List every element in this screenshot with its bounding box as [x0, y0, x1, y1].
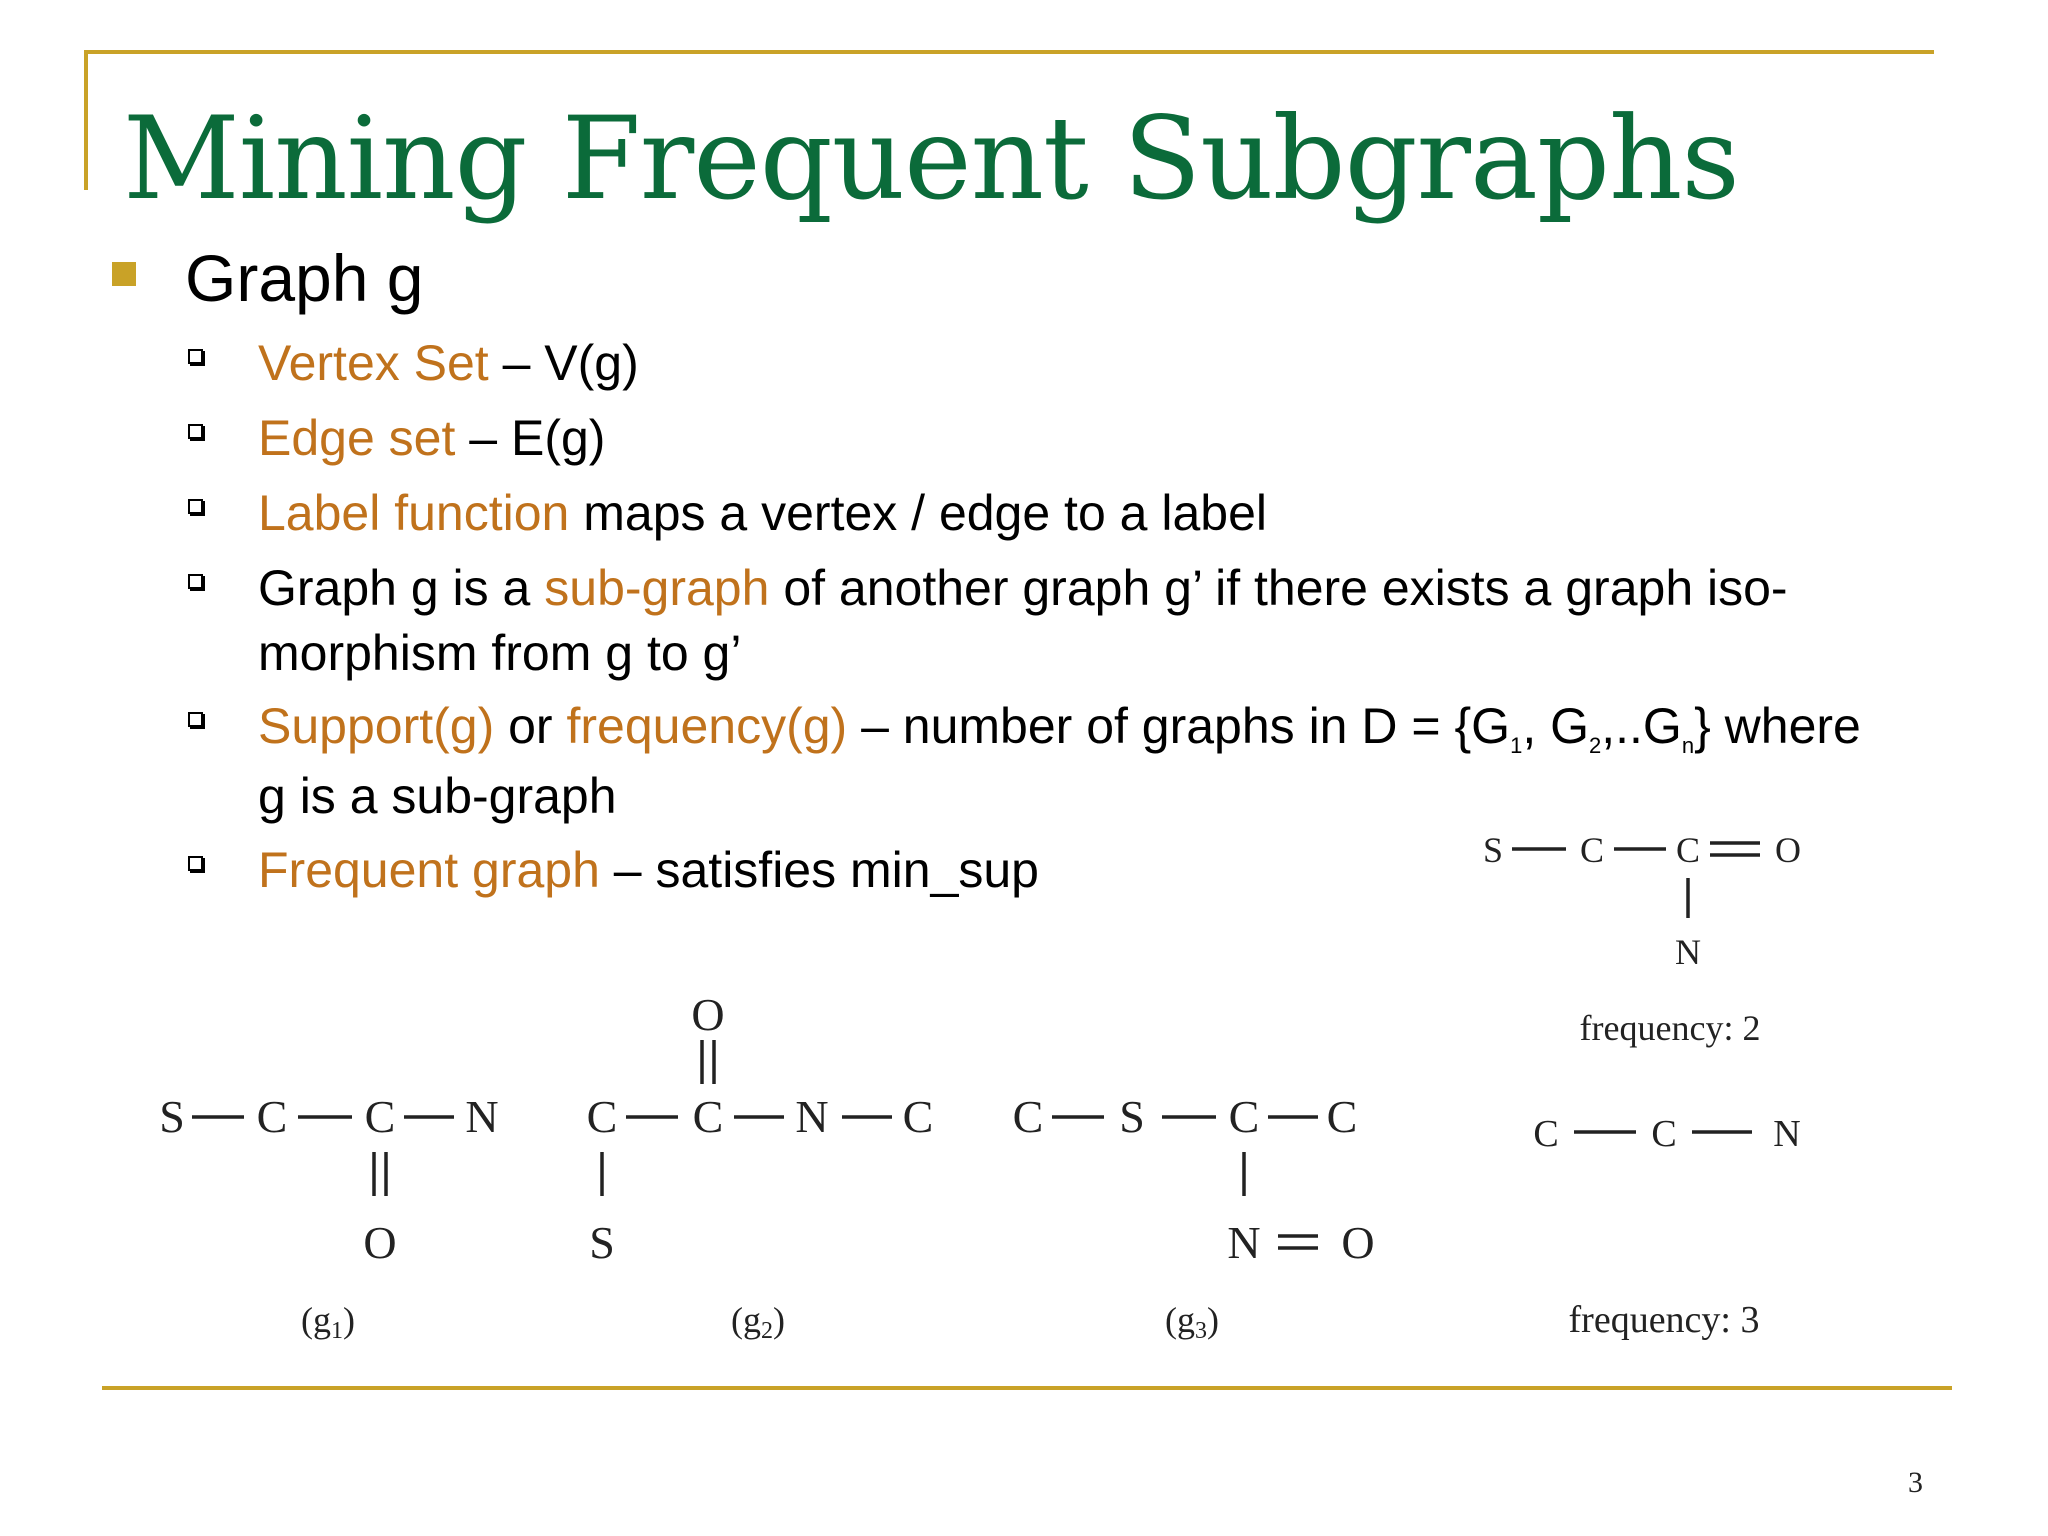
caption-text: ): [773, 1300, 785, 1340]
main-bullet: Graph g: [185, 241, 424, 315]
atom-label: C: [256, 1091, 288, 1142]
caption-text: (g: [301, 1300, 331, 1340]
item-text: – number of graphs in D = {G: [847, 698, 1511, 754]
caption-subscript: 3: [1195, 1318, 1207, 1344]
term: frequency(g): [566, 698, 848, 754]
term: Vertex Set: [258, 335, 489, 391]
item-text: } where: [1694, 698, 1861, 754]
term: Frequent graph: [258, 842, 600, 898]
atom-label: N: [1675, 932, 1701, 972]
atom-label: C: [692, 1091, 724, 1142]
caption-text: (g: [1165, 1300, 1195, 1340]
atom-label: C: [902, 1091, 934, 1142]
term: Support(g): [258, 698, 495, 754]
atom-label: N: [795, 1091, 829, 1142]
atom-label: C: [1675, 830, 1701, 870]
page-number: 3: [1908, 1466, 1923, 1499]
atom-label: C: [1651, 1113, 1677, 1155]
graph-g2: [587, 989, 934, 1344]
atom-label: C: [364, 1091, 396, 1142]
atom-label: C: [1326, 1091, 1358, 1142]
graph-caption: [1165, 1300, 1219, 1344]
frequent-subgraph-1: [1483, 830, 1801, 1048]
graph-g3: [1013, 1091, 1375, 1344]
item-text: , G: [1522, 698, 1589, 754]
item-text: – E(g): [455, 410, 606, 466]
item-text: – satisfies min_sup: [599, 842, 1039, 898]
atom-label: C: [1579, 830, 1605, 870]
graph-g1: [159, 1091, 498, 1344]
atom-label: O: [691, 989, 725, 1040]
slide-title: Mining Frequent Subgraphs: [123, 92, 1739, 225]
item-text: maps a vertex / edge to a label: [569, 485, 1267, 541]
item-text: – V(g): [488, 335, 639, 391]
frequency-label: frequency: 2: [1579, 1008, 1761, 1048]
caption-text: ): [1207, 1300, 1219, 1340]
subscript: 1: [1510, 733, 1523, 758]
list-item-continuation: g is a sub-graph: [258, 768, 617, 824]
atom-label: O: [1775, 830, 1801, 870]
caption-subscript: 1: [331, 1318, 343, 1344]
term: sub-graph: [544, 560, 770, 616]
atom-label: S: [1482, 830, 1504, 870]
atom-label: O: [363, 1217, 397, 1268]
item-text: Graph g is a: [258, 560, 545, 616]
atom-label: N: [465, 1091, 499, 1142]
atom-label: O: [1341, 1217, 1375, 1268]
item-text: or: [494, 698, 567, 754]
frequency-label: frequency: 3: [1568, 1299, 1760, 1341]
term: Label function: [258, 485, 570, 541]
subscript: 2: [1589, 733, 1602, 758]
atom-label: C: [586, 1091, 618, 1142]
caption-text: ): [343, 1300, 355, 1340]
atom-label: S: [589, 1217, 615, 1268]
atom-label: N: [1227, 1217, 1261, 1268]
atom-label: N: [1773, 1113, 1801, 1155]
caption-text: (g: [731, 1300, 761, 1340]
item-text: of another graph g’ if there exists a graph iso-: [769, 560, 1788, 616]
atom-label: S: [159, 1091, 185, 1142]
frequent-subgraph-2: [1533, 1113, 1800, 1341]
graph-caption: [301, 1300, 355, 1344]
subscript: n: [1681, 733, 1695, 758]
caption-subscript: 2: [761, 1318, 773, 1344]
list-item-continuation: morphism from g to g’: [258, 625, 742, 681]
atom-label: C: [1533, 1113, 1559, 1155]
term: Edge set: [258, 410, 456, 466]
graph-caption: [731, 1300, 785, 1344]
atom-label: C: [1012, 1091, 1044, 1142]
item-text: ,..G: [1601, 698, 1682, 754]
atom-label: C: [1228, 1091, 1260, 1142]
atom-label: S: [1119, 1091, 1145, 1142]
